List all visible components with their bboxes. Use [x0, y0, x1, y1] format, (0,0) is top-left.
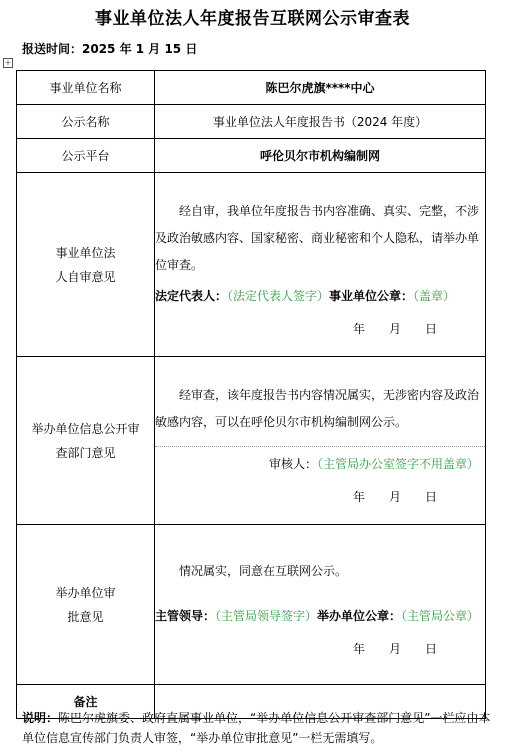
dotted-divider [155, 436, 485, 447]
self-review-date: 年 月 日 [352, 321, 437, 336]
submit-date: 报送时间：2025 年 1 月 15 日 [22, 42, 198, 56]
legal-rep-hint: （法定代表人签字） [227, 288, 330, 303]
approval-cell[interactable] [155, 525, 486, 685]
unit-seal-hint: （盖章） [413, 288, 456, 303]
self-review-label: 事业单位法人自审意见 [17, 173, 155, 357]
footnote [22, 708, 492, 748]
self-review-text: 经自审，我单位年度报告书内容准确、真实、完整，不涉及政治敏感内容、国家秘密、商业秘密和个人隐私，请举办单位审查。 [155, 203, 480, 272]
info-review-label: 举办单位信息公开审查部门意见 [17, 357, 155, 525]
reviewer-line: 审核人：（主管局办公室签字不用盖章） [268, 456, 479, 471]
platform-label: 公示平台 [17, 139, 155, 173]
leader-line: 主管领导：（主管局领导签字）举办单位公章：（主管局公章） [155, 608, 480, 623]
self-review-cell[interactable] [155, 173, 486, 357]
remarks-label: 备注 [17, 685, 155, 719]
table-move-handle-icon[interactable]: + [4, 58, 12, 67]
approval-date: 年 月 日 [352, 641, 437, 656]
platform-value[interactable]: 呼伦贝尔市机构编制网 [155, 139, 486, 173]
review-form-table [16, 70, 486, 719]
approval-text: 情况属实，同意在互联网公示。 [179, 563, 348, 578]
approval-label: 举办单位审批意见 [17, 525, 155, 685]
unit-name-value[interactable]: 陈巴尔虎旗****中心 [155, 71, 486, 105]
document-title: 事业单位法人年度报告互联网公示审查表 [95, 9, 410, 29]
legal-rep-line: 法定代表人：（法定代表人签字）事业单位公章：（盖章） [155, 288, 456, 303]
publicity-name-label: 公示名称 [17, 105, 155, 139]
info-review-text: 经审查，该年度报告书内容情况属实，无涉密内容及政治敏感内容，可以在呼伦贝尔市机构编制网公示。 [155, 387, 480, 429]
unit-name-label: 事业单位名称 [17, 71, 155, 105]
note-text: 陈巴尔虎旗委、政府直属事业单位，“举办单位信息公开审查部门意见”一栏应由本单位信息宣传部门负责人审签，“举办单位审批意见”一栏无需填写。 [22, 711, 491, 745]
note-label: 说明： [22, 711, 59, 725]
info-review-cell[interactable] [155, 357, 486, 525]
info-review-date: 年 月 日 [352, 489, 437, 504]
publicity-name-value[interactable]: 事业单位法人年度报告书（2024 年度） [155, 105, 486, 139]
